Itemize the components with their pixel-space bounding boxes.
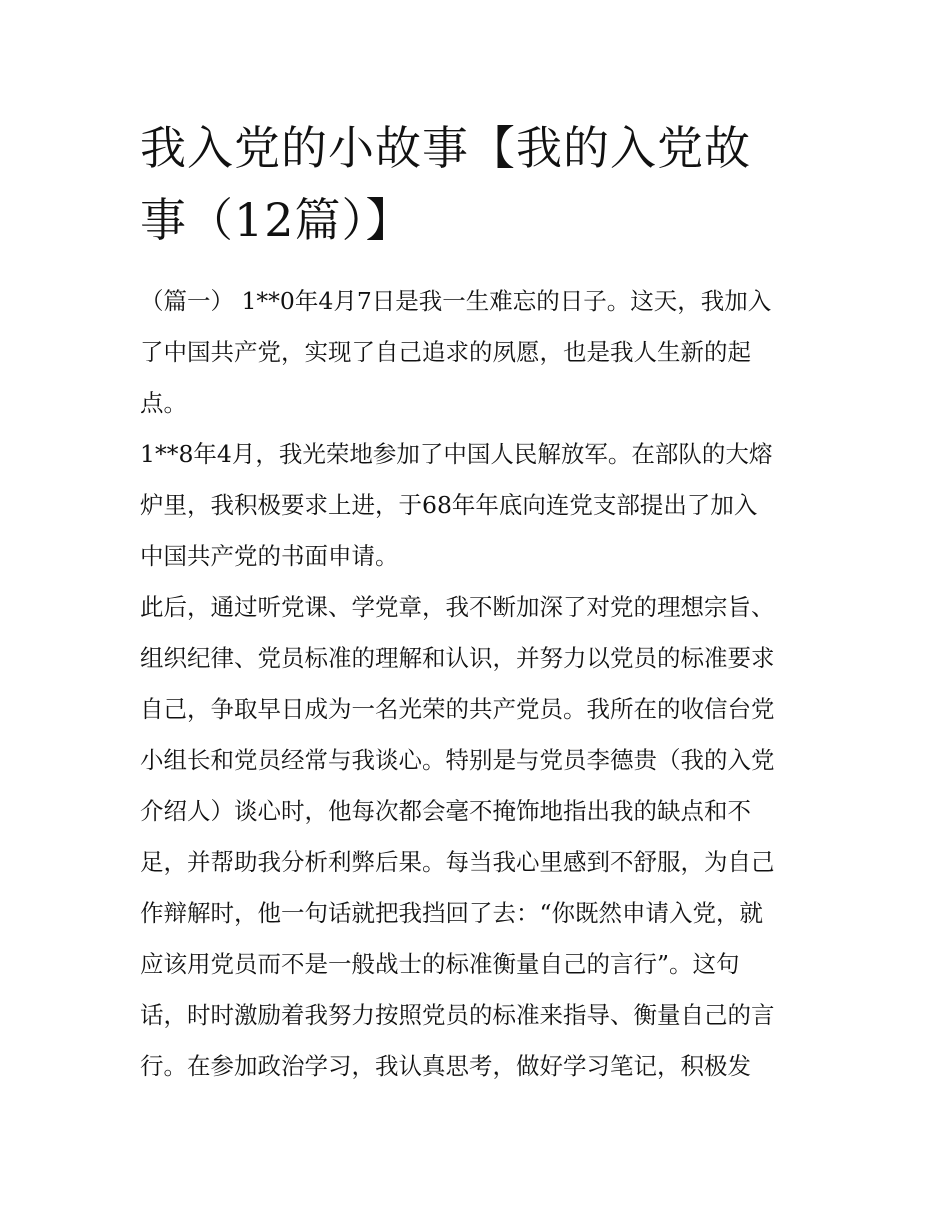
body-line: （篇一） 1**0年4月7日是我一生难忘的日子。这天，我加入 (140, 287, 772, 315)
body-line: 中国共产党的书面申请。 (140, 542, 399, 570)
body-line: 1**8年4月，我光荣地参加了中国人民解放军。在部队的大熔 (140, 440, 773, 468)
body-line: 小组长和党员经常与我谈心。特别是与党员李德贵（我的入党 (140, 746, 775, 774)
body-line: 话，时时激励着我努力按照党员的标准来指导、衡量自己的言 (140, 1001, 775, 1029)
body-line: 炉里，我积极要求上进，于68年年底向连党支部提出了加入 (140, 491, 758, 519)
body-line: 应该用党员而不是一般战士的标准衡量自己的言行”。这句 (140, 950, 740, 978)
document-body (140, 276, 812, 1092)
title-line-1: 我入党的小故事【我的入党故 (140, 121, 751, 175)
body-line: 介绍人）谈心时，他每次都会毫不掩饰地指出我的缺点和不 (140, 797, 751, 825)
body-line: 足，并帮助我分析利弊后果。每当我心里感到不舒服，为自己 (140, 848, 775, 876)
document-title (140, 112, 820, 256)
body-line: 自己，争取早日成为一名光荣的共产党员。我所在的收信台党 (140, 695, 775, 723)
body-line: 了中国共产党，实现了自己追求的夙愿，也是我人生新的起 (140, 338, 751, 366)
body-line: 此后，通过听党课、学党章，我不断加深了对党的理想宗旨、 (140, 593, 775, 621)
title-line-2: 事（12篇）】 (140, 193, 413, 247)
body-line: 点。 (140, 389, 187, 417)
body-line: 行。在参加政治学习，我认真思考，做好学习笔记，积极发 (140, 1052, 751, 1080)
body-line: 作辩解时，他一句话就把我挡回了去：“你既然申请入党，就 (140, 899, 764, 927)
body-line: 组织纪律、党员标准的理解和认识，并努力以党员的标准要求 (140, 644, 775, 672)
